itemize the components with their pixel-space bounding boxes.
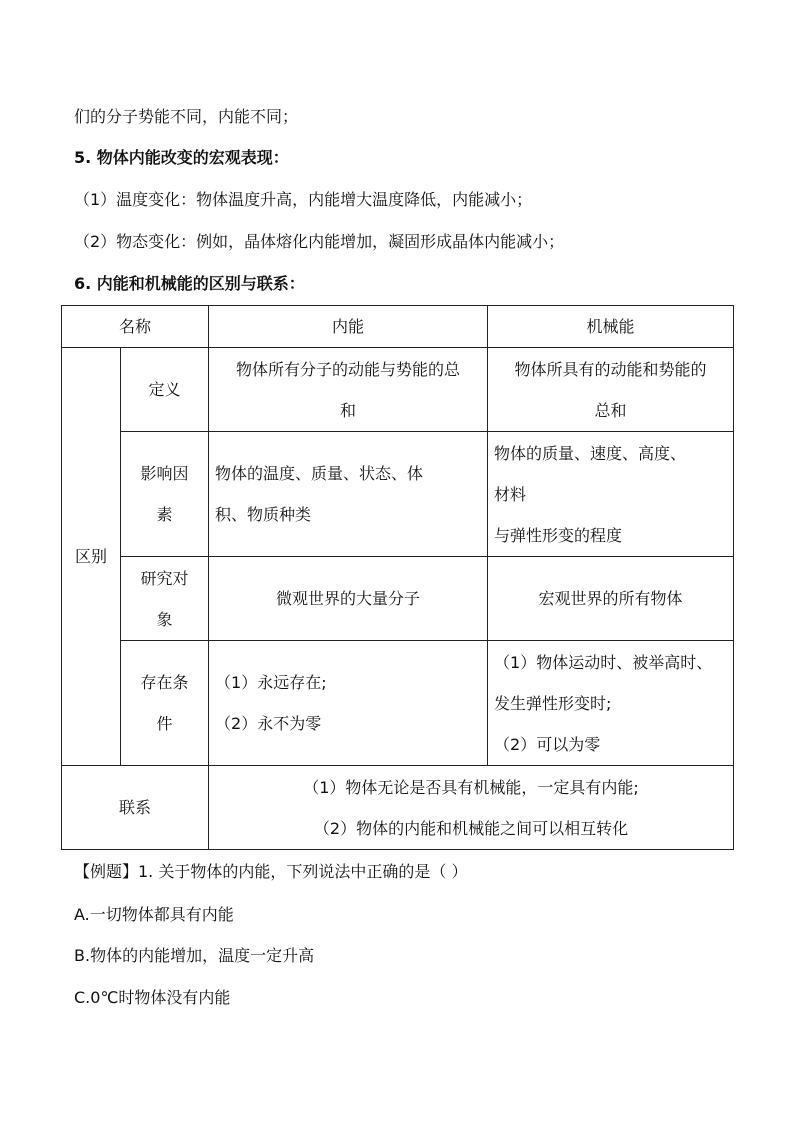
link-label: 联系 [62, 766, 209, 850]
option-b: B.物体的内能增加，温度一定升高 [74, 946, 315, 965]
section5-item-2: （2）物态变化：例如，晶体熔化内能增加，凝固形成晶体内能减小； [74, 232, 565, 251]
table-row-conditions [62, 641, 734, 766]
intro-line: 们的分子势能不同，内能不同； [74, 107, 299, 126]
table-row-definition [62, 348, 734, 432]
section5-item-1: （1）温度变化：物体温度升高，内能增大温度降低，内能减小； [74, 190, 533, 209]
header-name: 名称 [62, 306, 209, 348]
group-label-difference: 区别 [62, 348, 121, 766]
comparison-table [61, 305, 734, 850]
cell-mechanical: 物体所具有的动能和势能的 总和 [488, 348, 734, 432]
option-c: C.0℃时物体没有内能 [74, 988, 231, 1007]
table-row-factors [62, 432, 734, 557]
section5-heading: 5. 物体内能改变的宏观表现： [74, 148, 289, 167]
table-row-objects [62, 557, 734, 641]
cell-mechanical: 宏观世界的所有物体 [488, 557, 734, 641]
row-label: 研究对 象 [121, 557, 209, 641]
header-mechanical: 机械能 [488, 306, 734, 348]
link-text: （1）物体无论是否具有机械能，一定具有内能; （2）物体的内能和机械能之间可以相互转化 [209, 766, 734, 850]
cell-mechanical: 物体的质量、速度、高度、 材料 与弹性形变的程度 [488, 432, 734, 557]
cell-internal: 微观世界的大量分子 [209, 557, 488, 641]
row-label: 影响因 素 [121, 432, 209, 557]
section6-heading: 6. 内能和机械能的区别与联系： [74, 274, 305, 293]
cell-internal: （1）永远存在; （2）永不为零 [209, 641, 488, 766]
example-question: 【例题】1. 关于物体的内能，下列说法中正确的是（ ） [74, 862, 468, 881]
row-label: 存在条 件 [121, 641, 209, 766]
cell-mechanical: （1）物体运动时、被举高时、 发生弹性形变时; （2）可以为零 [488, 641, 734, 766]
cell-internal: 物体所有分子的动能与势能的总 和 [209, 348, 488, 432]
cell-internal: 物体的温度、质量、状态、体 积、物质种类 [209, 432, 488, 557]
header-internal: 内能 [209, 306, 488, 348]
option-a: A.一切物体都具有内能 [74, 905, 234, 924]
row-label: 定义 [121, 348, 209, 432]
table-row-link [62, 766, 734, 850]
table-header-row [62, 306, 734, 348]
